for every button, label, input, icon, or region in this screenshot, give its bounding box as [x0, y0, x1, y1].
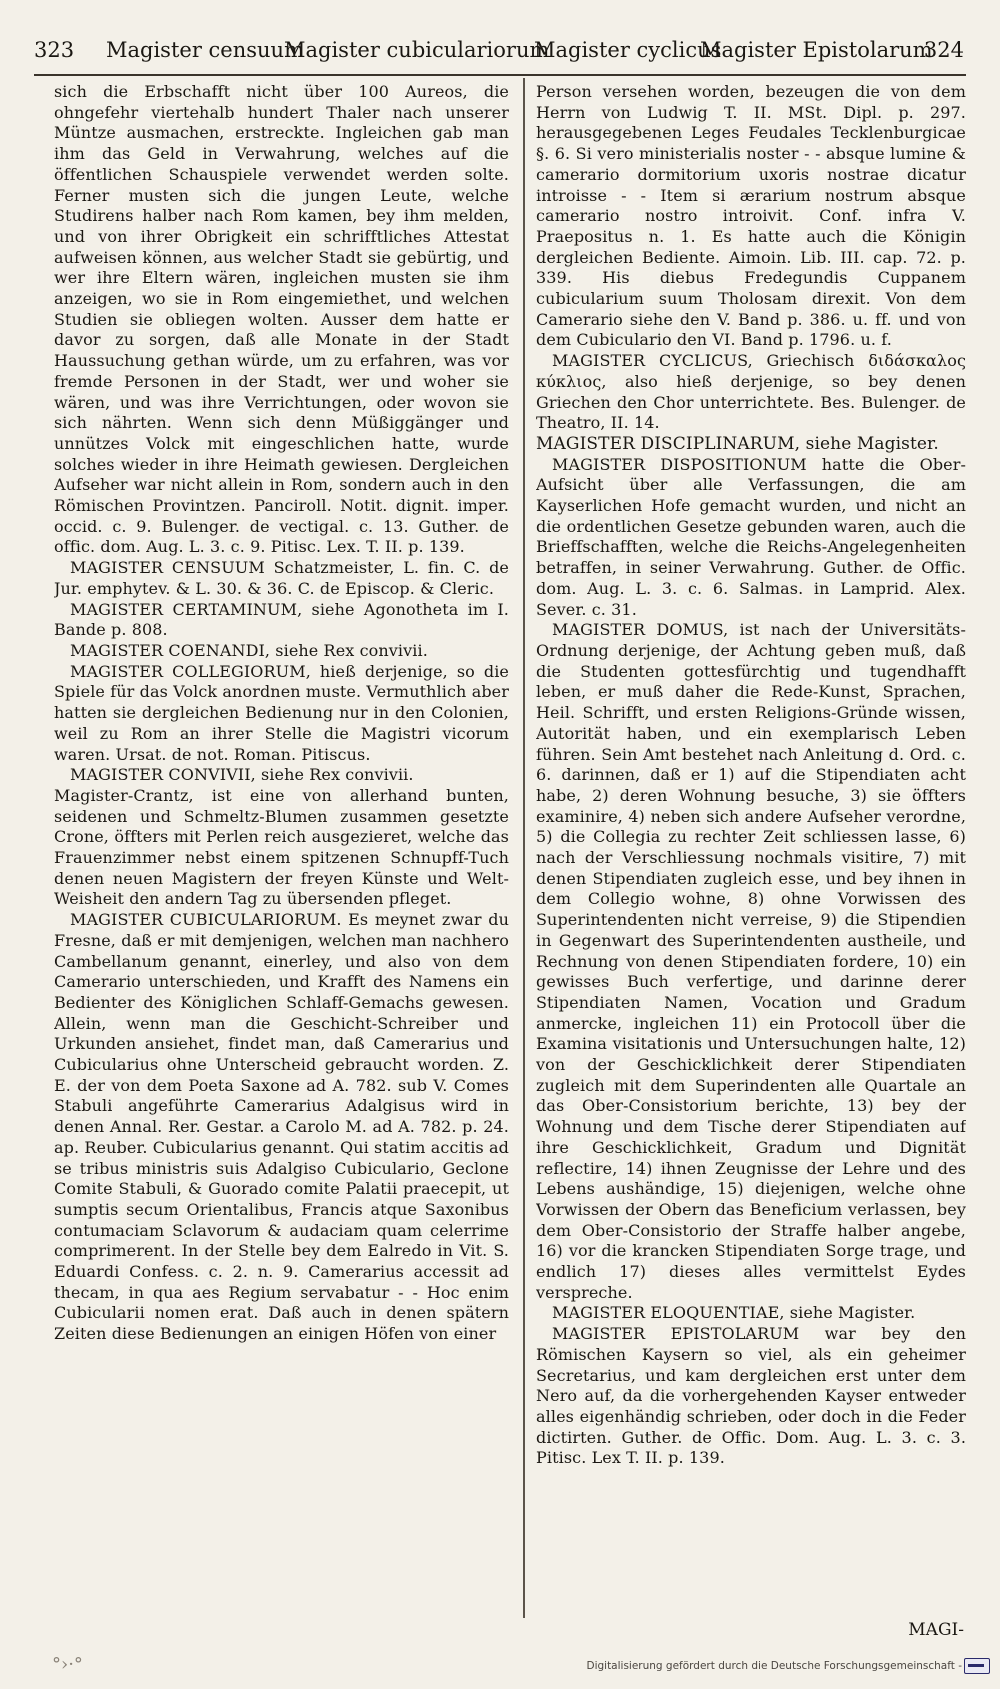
right-entry-continuation: Person versehen worden, bezeugen die von dem Herrn von Ludwig T. II. MSt. Dipl. p. 297. herausgegebenen Leges Feudales Tecklenburgicae §. 6. Si vero ministerialis noster - - absque lumine & camerario dormitorium uxoris nostrae dicatur introisse - - Item si ærarium nostrum absque camerario nostro introivit. Conf. infra V. Praepositus n. 1. Es hatte auch die Königin dergleichen Bediente. Aimoin. Lib. III. cap. 72. p. 339. His diebus Fredegundis Cuppanem cubicularium suum Tholosam direxit. Von dem Camerario siehe den V. Band p. 386. u. ff. und von dem Cubiculario den VI. Band p. 1796. u. f. — [536, 82, 966, 350]
dfg-logo-icon — [964, 1658, 990, 1674]
entry-magister-crantz: Magister-Crantz, ist eine von allerhand bunten, seidenen und Schmeltz-Blumen zusammen gesetzte Crone, öffters mit Perlen reich ausgezieret, welche das Frauenzimmer nebst einem spitzenen Schnupff-Tuch denen neuen Magistern der freyen Künste und Welt-Weisheit den andern Tag zu übersenden pfleget. — [54, 785, 509, 909]
entry-magister-censuum: MAGISTER CENSUUM Schatzmeister, L. fin. C. de Jur. emphytev. & L. 30. & 36. C. de Episcop. & Cleric. — [54, 558, 509, 598]
right-running-head-1: Magister cyclicus — [534, 38, 722, 62]
left-running-head-1: Magister censuum — [106, 38, 304, 62]
catchword: MAGI- — [908, 1620, 964, 1640]
entry-magister-eloquentiae: MAGISTER ELOQUENTIAE, siehe Magister. — [552, 1303, 916, 1323]
entry-magister-dispositionum: MAGISTER DISPOSITIONUM hatte die Ober-Aufsicht über alle Verfassungen, die am Kayserlichen Hofe gemacht wurden, und nicht an die ordentlichen Gesetze gebunden waren, auch die Brieffschafften, welche die Reichs-Angelegenheiten betraffen, in seiner Verwahrung. Guther. de Offic. dom. Aug. L. 3. c. 6. Salmas. in Lamprid. Alex. Sever. c. 31. — [536, 454, 966, 619]
running-header — [34, 38, 964, 74]
entry-magister-cubiculariorum: MAGISTER CUBICULARIORUM. Es meynet zwar du Fresne, daß er mit demjenigen, welchen man nachhero Cambellanum genannt, einerley, und also von dem Camerario unterschieden, und Krafft des Namens ein Bedienter des Königlichen Schlaff-Gemachs gewesen. Allein, wenn man die Geschicht-Schreiber und Urkunden ansiehet, findet man, daß Camerarius und Cubicularius ohne Unterscheid gebraucht worden. Z. E. der von dem Poeta Saxone ad A. 782. sub V. Comes Stabuli angeführte Camerarius Adalgisus wird in denen Annal. Rer. Gestar. a Carolo M. ad A. 782. p. 24. ap. Reuber. Cubicularius genannt. Qui statim accitis ad se tribus ministris suis Adalgiso Cubiculario, Geclone Comite Stabuli, & Guorado comite Palatii praecepit, ut sumptis secum Orientalibus, Francis atque Saxonibus contumaciam Sclavorum & audaciam quam celerrime comprimerent. In der Stelle bey dem Ealredo in Vit. S. Eduardi Confess. c. 2. n. 9. Camerarius accessit ad thecam, in qua aes Regium servabatur - - Hoc enim Cubicularii nomen erat. Daß auch in denen spätern Zeiten diese Bedienungen an einigen Höfen von einer — [54, 910, 509, 1344]
right-page-number: 324 — [923, 38, 964, 62]
digitization-credit: Digitalisierung gefördert durch die Deutsche Forschungsgemeinschaft - — [586, 1660, 962, 1672]
header-rule — [34, 74, 966, 76]
entry-magister-convivii: MAGISTER CONVIVII, siehe Rex convivii. — [70, 765, 414, 785]
entry-magister-epistolarum: MAGISTER EPISTOLARUM war bey den Römischen Kaysern so viel, als ein geheimer Secretarius, und kam dergleichen erst unter dem Nero auf, da die vorhergehenden Kayser entweder alles eigenhändig schrieben, oder doch in die Feder dictirten. Guther. de Offic. Dom. Aug. L. 3. c. 3. Pitisc. Lex T. II. p. 139. — [536, 1324, 966, 1468]
column-divider — [523, 78, 525, 1618]
left-running-head-2: Magister cubiculariorum — [284, 38, 550, 62]
footer — [0, 1644, 1000, 1689]
entry-magister-disciplinarum: MAGISTER DISCIPLINARUM, siehe Magister. — [536, 433, 939, 454]
library-mark: °›·° — [52, 1654, 83, 1675]
entry-magister-certaminum: MAGISTER CERTAMINUM, siehe Agonotheta im I. Bande p. 808. — [54, 599, 509, 640]
left-column — [54, 82, 509, 1622]
right-column — [536, 82, 966, 1622]
entry-magister-cyclicus: MAGISTER CYCLICUS, Griechisch διδάσκαλος κύκλιος, also hieß derjenige, so bey denen Griechen den Chor unterrichtete. Bes. Bulenger. de Theatro, II. 14. — [536, 351, 966, 433]
left-page-number: 323 — [34, 38, 75, 62]
entry-magister-collegiorum: MAGISTER COLLEGIORUM, hieß derjenige, so die Spiele für das Volck anordnen muste. Vermuthlich aber hatten sie dergleichen Bedienung nur in den Colonien, weil zu Rom an ihrer Stelle die Magistri vicorum waren. Ursat. de not. Roman. Pitiscus. — [54, 661, 509, 764]
right-running-head-2: Magister Epistolarum — [700, 38, 933, 62]
left-entry-continuation: sich die Erbschafft nicht über 100 Aureos, die ohngefehr viertehalb hundert Thaler nach unserer Müntze ausmachen, erstreckte. Ingleichen gab man ihm das Geld in Verwahrung, welches auf die öffentlichen Schauspiele verwendet werden solte. Ferner musten sich die jungen Leute, welche Studirens halber nach Rom kamen, bey ihm melden, und von ihrer Obrigkeit ein schrifftliches Attestat aufweisen können, aus welcher Stadt sie gebürtig, und wer ihre Eltern wären, ingleichen musten sie ihm anzeigen, wo sie in Rom eingemiethet, und welchen Studien sie obliegen wolten. Ausser dem hatte er davor zu sorgen, daß alle Monate in der Stadt Haussuchung gethan würde, um zu erfahren, was vor fremde Personen in der Stadt, wer und woher sie wären, und was ihre Verrichtungen, oder wovon sie sich nährten. Wenn sich denn Müßiggänger und unnützes Volck mit eingeschlichen hatte, wurde solches wieder in ihre Heimath gewiesen. Dergleichen Aufseher war nicht allein in Rom, sondern auch in den Römischen Provintzen. Panciroll. Notit. dignit. imper. occid. c. 9. Bulenger. de vectigal. c. 13. Guther. de offic. dom. Aug. L. 3. c. 9. Pitisc. Lex. T. II. p. 139. — [54, 82, 509, 557]
entry-magister-domus: MAGISTER DOMUS, ist nach der Universitäts-Ordnung derjenige, der Achtung geben muß, daß die Studenten gottesfürchtig und tugendhafft leben, er muß daher die Rede-Kunst, Sprachen, Heil. Schrifft, und ersten Religions-Gründe wissen, Autorität haben, und ein exemplarisch Leben führen. Sein Amt bestehet nach Anleitung d. Ord. c. 6. darinnen, daß er 1) auf die Stipendiaten acht habe, 2) deren Wohnung besuche, 3) sie öffters examinire, 4) neben sich andere Aufseher verordne, 5) die Collegia zu rechter Zeit schliessen lasse, 6) nach der Verschliessung nochmals visitire, 7) mit denen Stipendiaten zugleich esse, und bey ihnen in dem Collegio wohne, 8) ohne Vorwissen des Superintendenten nicht verreise, 9) die Stipendien in Gegenwart des Superintendenten austheile, und Rechnung von denen Stipendiaten fordere, 10) ein gewisses Buch verfertige, und darinne derer Stipendiaten Namen, Vocation und Gradum anmercke, ingleichen 11) ein Protocoll über die Examina visitationis und Untersuchungen halte, 12) von der Geschicklichkeit derer Stipendiaten zugleich mit dem Superindenten alle Quartale an das Ober-Consistorium berichte, 13) bey der Wohnung und dem Tische derer Stipendiaten auf ihre Geschicklichkeit, Gradum und Dignität reflectire, 14) ihnen Zeugnisse der Lehre und des Lebens aushändige, 15) diejenigen, welche ohne Vorwissen der Obern das Beneficium verlassen, bey dem Ober-Consistorio der Straffe halber angebe, 16) vor die krancken Stipendiaten Sorge trage, und endlich 17) dieses alles vermittelst Eydes verspreche. — [536, 620, 966, 1302]
entry-magister-coenandi: MAGISTER COENANDI, siehe Rex convivii. — [70, 640, 428, 660]
